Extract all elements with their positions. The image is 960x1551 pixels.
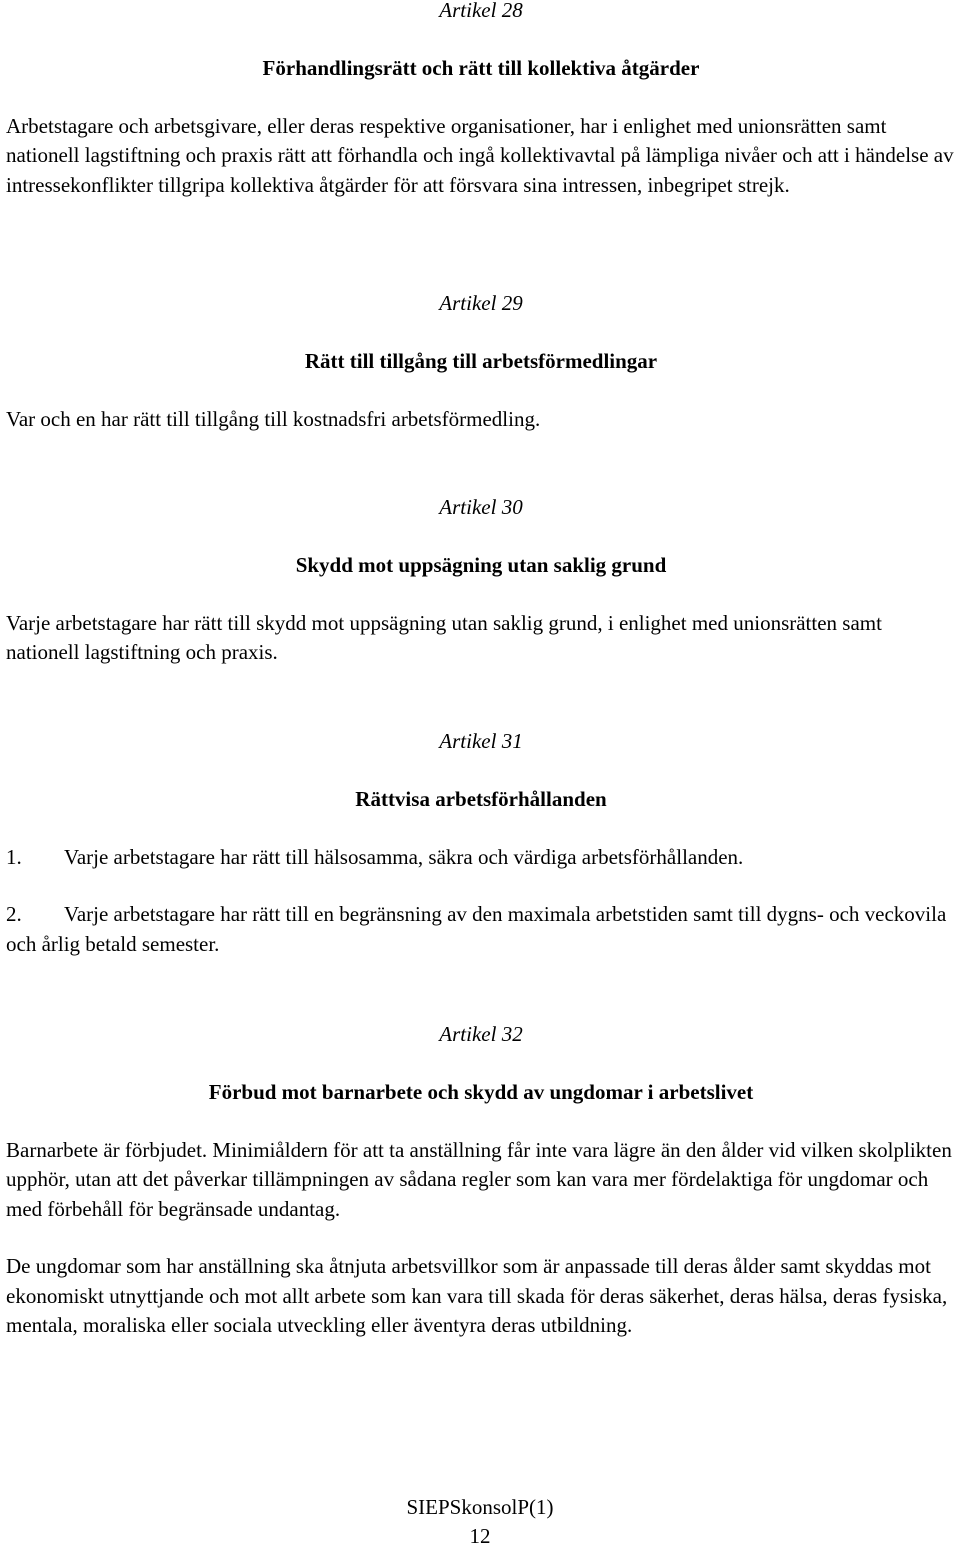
article-paragraph: Varje arbetstagare har rätt till skydd mot uppsägning utan saklig grund, i enlighet med unionsrätten samt nationell lagstiftning och praxis.	[6, 610, 882, 664]
article-number: Artikel 28	[439, 0, 523, 22]
list-item	[6, 843, 956, 873]
article-paragraph: Barnarbete är förbjudet. Minimiåldern för att ta anställning får inte vara lägre än den ålder vid vilken skolplikten upphör, utan att det påverkar tillämpningen av sådana regler som kan vara mer fördelaktiga för ungdomar och med förbehåll för begränsade undantag.	[6, 1137, 952, 1221]
list-item	[6, 900, 956, 959]
article-29	[6, 289, 956, 434]
article-28	[6, 0, 956, 200]
article-30	[6, 493, 956, 668]
article-title: Rätt till tillgång till arbetsförmedlingar	[304, 349, 658, 373]
article-paragraph: De ungdomar som har anställning ska åtnjuta arbetsvillkor som är anpassade till deras ålder samt skyddas mot ekonomiskt utnyttjande och mot allt arbete som kan vara till skada för deras säkerhet, deras hälsa, deras fysiska, mentala, moraliska eller sociala utveckling eller äventyra deras utbildning.	[6, 1254, 948, 1337]
list-item-text: Varje arbetstagare har rätt till en begränsning av den maximala arbetstiden samt till dygns- och veckovila och årlig betald semester.	[6, 902, 947, 956]
article-title: Skydd mot uppsägning utan saklig grund	[295, 553, 667, 577]
article-31	[6, 727, 956, 959]
article-title: Rättvisa arbetsförhållanden	[355, 787, 607, 811]
article-paragraph: Var och en har rätt till tillgång till kostnadsfri arbetsförmedling.	[6, 406, 541, 431]
list-item-number: 1.	[6, 844, 22, 869]
article-number: Artikel 29	[439, 291, 523, 315]
list-item-text: Varje arbetstagare har rätt till hälsosamma, säkra och värdiga arbetsförhållanden.	[64, 844, 744, 869]
document-reference: SIEPSkonsolP(1)	[406, 1495, 554, 1519]
list-item-number: 2.	[6, 902, 22, 926]
article-title: Förhandlingsrätt och rätt till kollektiva åtgärder	[262, 56, 700, 80]
article-32	[6, 1020, 956, 1341]
article-number: Artikel 32	[439, 1022, 523, 1046]
article-number: Artikel 30	[439, 495, 523, 519]
article-number: Artikel 31	[439, 729, 523, 753]
article-title: Förbud mot barnarbete och skydd av ungdomar i arbetslivet	[208, 1080, 754, 1104]
article-paragraph: Arbetstagare och arbetsgivare, eller deras respektive organisationer, har i enlighet med unionsrätten samt nationell lagstiftning och praxis rätt att förhandla och ingå kollektivavtal på lämpliga nivåer och att i händelse av intressekonflikter tillgripa kollektiva åtgärder för att försvara sina intressen, inbegripet strejk.	[6, 113, 954, 197]
page-footer	[0, 1493, 960, 1551]
page-number: 12	[469, 1524, 491, 1548]
